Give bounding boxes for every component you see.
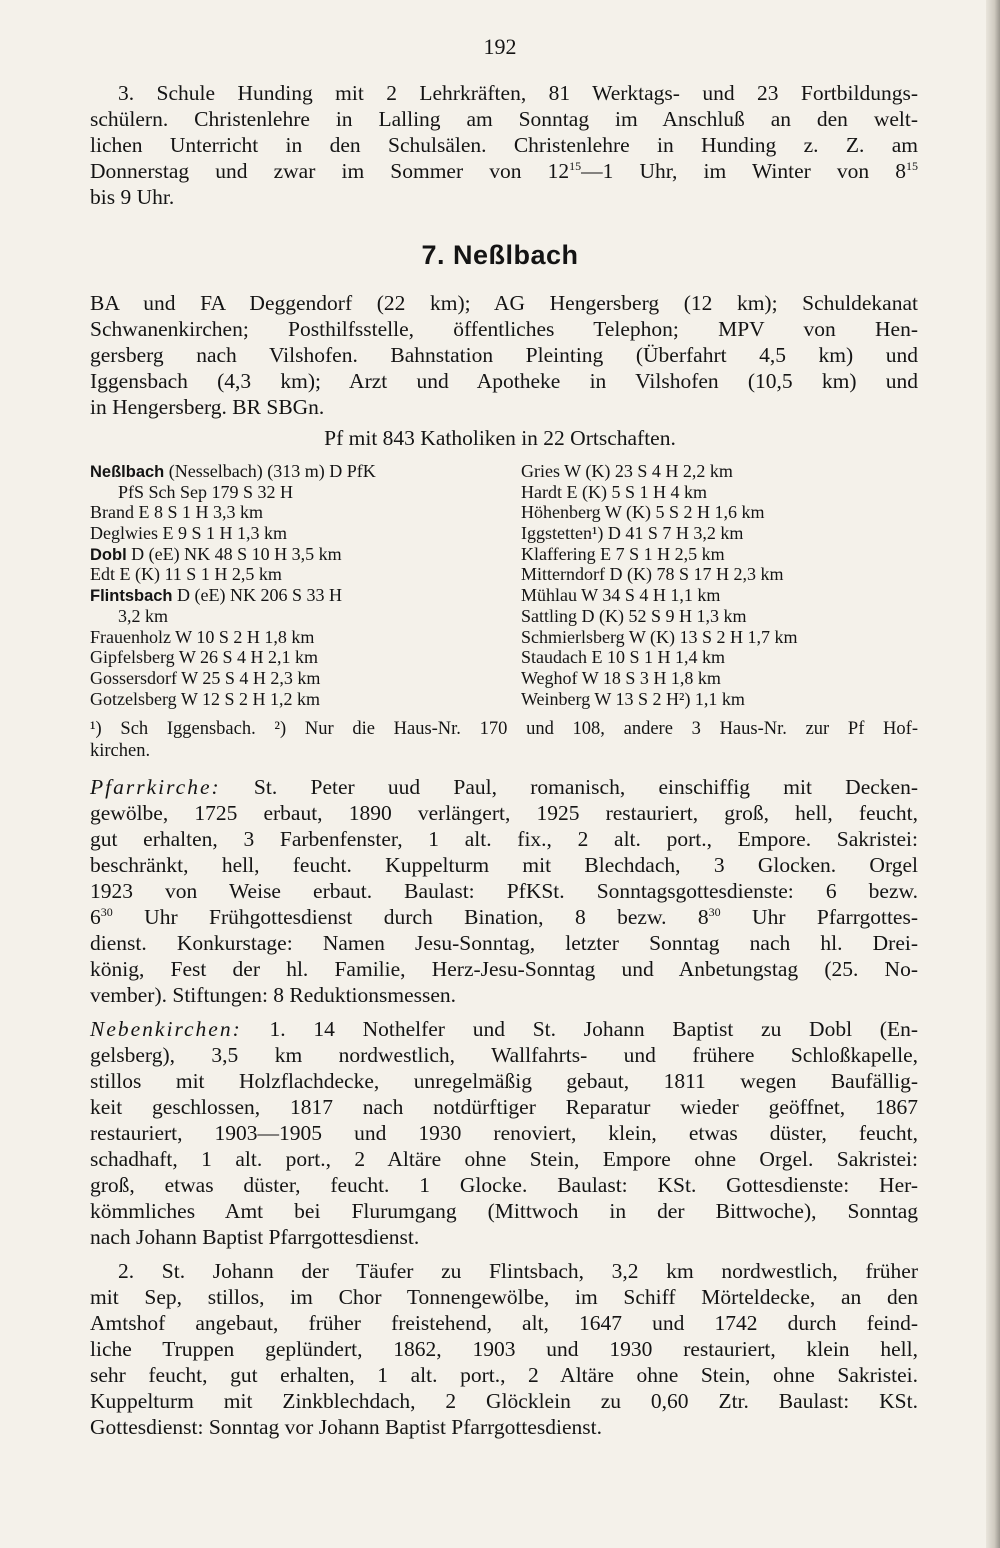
text-line: mit Sep, stillos, im Chor Tonnengewölbe, im Schiff Mörteldecke, an den — [90, 1285, 918, 1309]
text-line: kömmliches Amt bei Flurumgang (Mittwoch in der Bittwoche), Sonntag — [90, 1199, 918, 1223]
admin-paragraph — [90, 290, 918, 420]
text-line: beschränkt, hell, feucht. Kuppelturm mit Blechdach, 3 Glocken. Orgel — [90, 853, 918, 877]
text-line: schadhaft, 1 alt. port., 2 Altäre ohne Stein, Empore ohne Orgel. Sakristei: — [90, 1147, 918, 1171]
text-line: Pfarrkirche: St. Peter uud Paul, romanisch, einschiffig mit Decken- — [90, 775, 918, 799]
pfarrkirche-paragraph — [90, 774, 918, 1008]
place-entry — [90, 627, 495, 648]
place-details: Gipfelsberg W 26 S 4 H 2,1 km — [90, 647, 318, 668]
text-line: Donnerstag und zwar im Sommer von $12^{15}—1$ Uhr, im Winter von $8^{15}$ — [90, 159, 919, 183]
section-label: Nebenkirchen: — [90, 1017, 242, 1041]
place-entry — [90, 564, 495, 585]
place-entry — [90, 668, 495, 689]
place-entry: Mitterndorf D (K) 78 S 17 H 2,3 km — [521, 564, 784, 585]
text-line: $6^{30}$ Uhr Frühgottesdienst durch Bination, 8 bezw. $8^{30}$ Uhr Pfarrgottes- — [90, 905, 918, 929]
text-line: könig, Fest der hl. Familie, Herz-Jesu-Sonntag und Anbetungstag (25. No- — [90, 957, 918, 981]
text-line: stillos mit Holzflachdecke, unregelmäßig gebaut, 1811 wegen Baufällig- — [90, 1069, 918, 1093]
text-line: 2. St. Johann der Täufer zu Flintsbach, 3,2 km nordwestlich, früher — [118, 1259, 918, 1283]
place-entry: Staudach E 10 S 1 H 1,4 km — [521, 647, 725, 668]
place-entry: Weghof W 18 S 3 H 1,8 km — [521, 667, 721, 688]
place-name-bold: Neßlbach — [90, 463, 165, 481]
place-entry: Höhenberg W (K) 5 S 2 H 1,6 km — [521, 502, 765, 523]
place-entry: Gries W (K) 23 S 4 H 2,2 km — [521, 461, 733, 481]
text-line: gelsberg), 3,5 km nordwestlich, Wallfahrts- und frühere Schloßkapelle, — [90, 1043, 918, 1067]
footnote-line: ¹) Sch Iggensbach. ²) Nur die Haus-Nr. 170 und 108, andere 3 Haus-Nr. zur Pf Hof- — [90, 719, 918, 739]
place-entry: Weinberg W 13 S 2 H²) 1,1 km — [521, 688, 745, 709]
place-name-bold: Dobl — [90, 545, 127, 564]
place-details: Brand E 8 S 1 H 3,3 km — [90, 502, 263, 523]
place-name-bold: Flintsbach — [90, 587, 173, 606]
text-line: gewölbe, 1725 erbaut, 1890 verlängert, 1925 restauriert, groß, hell, feucht, — [90, 801, 918, 825]
section-heading: 7. Neßlbach — [421, 240, 579, 270]
place-details: Deglwies E 9 S 1 H 1,3 km — [90, 523, 287, 544]
text-line: Amtshof angebaut, früher freistehend, alt, 1647 und 1742 durch feind- — [90, 1311, 918, 1335]
flintsbach-paragraph — [90, 1258, 918, 1440]
place-entry — [90, 647, 495, 668]
place-entry: Mühlau W 34 S 4 H 1,1 km — [521, 585, 721, 606]
place-entry — [90, 523, 495, 544]
place-details: Gossersdorf W 25 S 4 H 2,3 km — [90, 667, 321, 688]
text-line: groß, etwas düster, feucht. 1 Glocke. Baulast: KSt. Gottesdienste: Her- — [90, 1173, 918, 1197]
place-entry: Hardt E (K) 5 S 1 H 4 km — [521, 481, 707, 502]
place-details: 3,2 km — [118, 605, 169, 626]
intro-paragraph — [90, 80, 918, 210]
parish-summary: Pf mit 843 Katholiken in 22 Ortschaften. — [324, 426, 676, 450]
place-entry — [90, 461, 495, 482]
footnote-line: kirchen. — [90, 741, 151, 761]
text-line: dienst. Konkurstage: Namen Jesu-Sonntag, letzter Sonntag nach hl. Drei- — [90, 931, 918, 955]
place-entry — [90, 689, 495, 710]
text-line: bis 9 Uhr. — [90, 185, 175, 209]
text-line: 1923 von Weise erbaut. Baulast: PfKSt. Sonntagsgottesdienste: 6 bezw. — [90, 879, 918, 903]
place-entry: Schmierlsberg W (K) 13 S 2 H 1,7 km — [521, 626, 798, 647]
place-entry — [90, 585, 495, 606]
place-entry — [90, 544, 495, 565]
place-entry — [90, 502, 495, 523]
place-details: D (eE) NK 206 S 33 H — [172, 585, 342, 606]
place-entry — [90, 606, 495, 627]
text-line: Gottesdienst: Sonntag vor Johann Baptist Pfarrgottesdienst. — [90, 1415, 602, 1439]
text-line: liche Truppen geplündert, 1862, 1903 und 1930 restauriert, klein hell, — [90, 1337, 918, 1361]
place-entry: Sattling D (K) 52 S 9 H 1,3 km — [521, 605, 747, 626]
text-line: Nebenkirchen: 1. 14 Nothelfer und St. Johann Baptist zu Dobl (En- — [90, 1017, 918, 1041]
place-details: (Nesselbach) (313 m) D PfK — [164, 461, 376, 481]
text-line: nach Johann Baptist Pfarrgottesdienst. — [90, 1225, 420, 1249]
place-details: Gotzelsberg W 12 S 2 H 1,2 km — [90, 688, 320, 709]
text-line: schülern. Christenlehre in Lalling am Sonntag im Anschluß an den welt- — [90, 107, 918, 131]
text-line: vember). Stiftungen: 8 Reduktionsmessen. — [90, 983, 457, 1007]
place-details: Edt E (K) 11 S 1 H 2,5 km — [90, 564, 282, 585]
place-entry: Iggstetten¹) D 41 S 7 H 3,2 km — [521, 523, 744, 544]
footnotes — [90, 718, 918, 762]
text-line: keit geschlossen, 1817 nach notdürftiger Reparatur wieder geöffnet, 1867 — [90, 1095, 918, 1119]
page-number: 192 — [483, 34, 517, 59]
place-details: PfS Sch Sep 179 S 32 H — [118, 481, 294, 502]
text-line: BA und FA Deggendorf (22 km); AG Hengersberg (12 km); Schuldekanat — [90, 291, 918, 315]
text-line: Schwanenkirchen; Posthilfsstelle, öffentliches Telephon; MPV von Hen- — [90, 317, 918, 341]
text-line: 3. Schule Hunding mit 2 Lehrkräften, 81 Werktags- und 23 Fortbildungs- — [118, 81, 918, 105]
places-list-right — [521, 461, 921, 709]
places-list-left — [90, 461, 495, 709]
text-line: lichen Unterricht in den Schulsälen. Christenlehre in Hunding z. Z. am — [90, 133, 918, 157]
text-line: Kuppelturm mit Zinkblechdach, 2 Glöcklein zu 0,60 Ztr. Baulast: KSt. — [90, 1389, 918, 1413]
nebenkirchen-paragraph — [90, 1016, 918, 1250]
place-details: Frauenholz W 10 S 2 H 1,8 km — [90, 626, 315, 647]
text-line: gersberg nach Vilshofen. Bahnstation Pleinting (Überfahrt 4,5 km) und — [90, 343, 918, 367]
place-entry: Klaffering E 7 S 1 H 2,5 km — [521, 543, 725, 564]
text-line: sehr feucht, gut erhalten, 1 alt. port., 2 Altäre ohne Stein, ohne Sakristei. — [90, 1363, 918, 1387]
page-edge-shadow — [986, 0, 1000, 1548]
place-details: D (eE) NK 48 S 10 H 3,5 km — [126, 543, 342, 564]
text-line: Iggensbach (4,3 km); Arzt und Apotheke in Vilshofen (10,5 km) und — [90, 369, 918, 393]
text-line: restauriert, 1903—1905 und 1930 renoviert, klein, etwas düster, feucht, — [90, 1121, 918, 1145]
text-line: gut erhalten, 3 Farbenfenster, 1 alt. fix., 2 alt. port., Empore. Sakristei: — [90, 827, 918, 851]
section-label: Pfarrkirche: — [90, 775, 221, 799]
place-entry — [90, 482, 495, 503]
text-line: in Hengersberg. BR SBGn. — [90, 395, 325, 419]
